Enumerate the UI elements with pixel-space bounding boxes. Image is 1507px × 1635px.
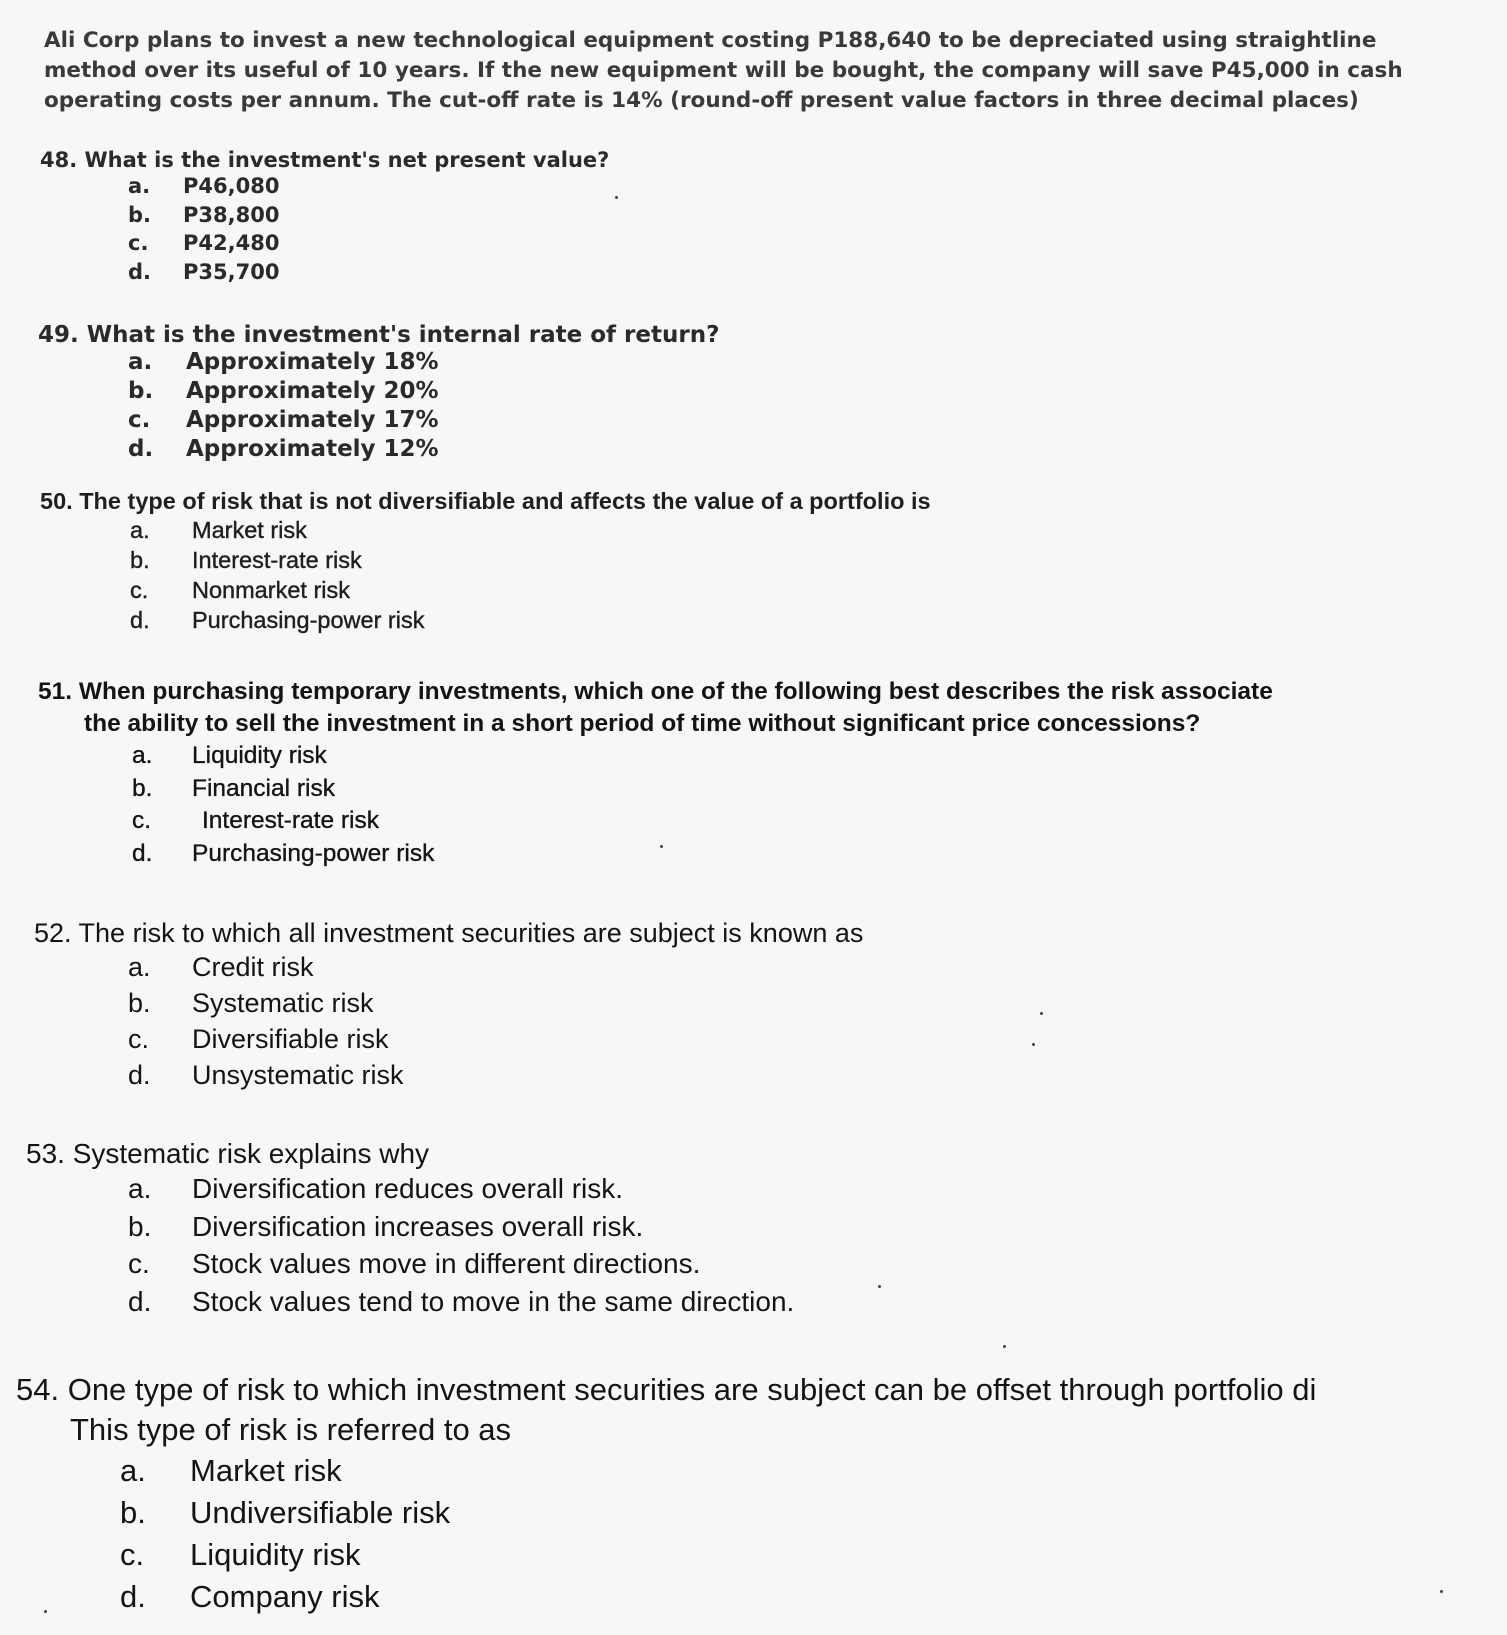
option-letter: d.	[130, 607, 150, 633]
option-b[interactable]	[0, 545, 1507, 575]
question-51	[0, 676, 1507, 870]
option-letter: c.	[128, 407, 151, 433]
option-b[interactable]	[0, 985, 1507, 1021]
option-d[interactable]	[0, 1057, 1507, 1093]
option-text: Liquidity risk	[190, 1537, 361, 1572]
options-list	[0, 172, 1507, 286]
option-letter: d.	[120, 1579, 146, 1614]
option-text: Approximately 18%	[186, 349, 439, 375]
option-d[interactable]	[0, 838, 1507, 871]
option-c[interactable]	[0, 229, 1507, 258]
option-letter: b.	[120, 1495, 146, 1530]
intro-line: operating costs per annum. The cut-off rate is 14% (round-off present value factors in three decimal places)	[44, 88, 1359, 113]
option-letter: b.	[128, 1210, 152, 1242]
options-list	[0, 348, 1507, 464]
option-text: Liquidity risk	[192, 742, 327, 769]
option-letter: c.	[132, 807, 152, 834]
option-d[interactable]	[0, 435, 1507, 464]
option-letter: c.	[128, 1248, 150, 1279]
option-letter: a.	[128, 349, 153, 375]
option-d[interactable]	[0, 605, 1507, 635]
option-letter: b.	[128, 378, 154, 404]
option-b[interactable]	[0, 1208, 1507, 1246]
option-letter: b.	[128, 988, 151, 1018]
paper-speck	[1440, 1590, 1443, 1593]
question-stem-line: the ability to sell the investment in a short period of time without significant price concessions?	[84, 710, 1201, 737]
option-text: P35,700	[183, 259, 280, 284]
option-b[interactable]	[0, 773, 1507, 806]
option-d[interactable]	[0, 258, 1507, 287]
paper-speck	[44, 1610, 47, 1613]
options-list	[0, 515, 1507, 635]
question-48	[0, 148, 1507, 286]
option-text: Undiversifiable risk	[190, 1495, 451, 1530]
paper-speck	[1003, 1345, 1006, 1348]
question-stem: 52. The risk to which all investment securities are subject is known as	[34, 918, 864, 948]
option-text: Approximately 20%	[186, 378, 439, 404]
paper-speck	[1040, 1012, 1043, 1015]
option-letter: d.	[128, 1060, 151, 1090]
option-text: Diversification increases overall risk.	[192, 1210, 644, 1242]
paper-speck	[1032, 1043, 1035, 1046]
question-stem	[0, 1370, 1507, 1450]
option-letter: d.	[128, 436, 154, 462]
option-text: Financial risk	[192, 774, 335, 802]
question-49	[0, 322, 1507, 464]
option-letter: c.	[130, 577, 149, 603]
option-text: P42,480	[183, 231, 280, 255]
option-letter: a.	[128, 174, 151, 198]
question-stem-line: This type of risk is referred to as	[70, 1412, 512, 1447]
option-text: Diversifiable risk	[192, 1024, 389, 1054]
option-text: Credit risk	[192, 952, 314, 982]
option-letter: d.	[128, 259, 152, 284]
question-54	[0, 1370, 1507, 1618]
option-b[interactable]	[0, 201, 1507, 230]
option-text: P38,800	[183, 202, 280, 227]
question-53	[0, 1138, 1507, 1320]
option-text: Market risk	[192, 517, 307, 543]
option-a[interactable]	[0, 172, 1507, 201]
option-c[interactable]	[0, 805, 1507, 838]
option-letter: c.	[120, 1537, 145, 1572]
question-50	[0, 488, 1507, 635]
option-text: Stock values tend to move in the same direction.	[192, 1285, 795, 1317]
option-a[interactable]	[0, 1170, 1507, 1208]
question-stem: 49. What is the investment's internal rate of return?	[38, 322, 720, 348]
option-text: Unsystematic risk	[192, 1060, 404, 1090]
option-a[interactable]	[0, 740, 1507, 773]
question-stem: 48. What is the investment's net present value?	[40, 148, 610, 172]
option-b[interactable]	[0, 377, 1507, 406]
question-stem-line: 51. When purchasing temporary investments, which one of the following best describes the risk associate	[38, 678, 1273, 705]
question-stem: 50. The type of risk that is not diversifiable and affects the value of a portfolio is	[40, 488, 931, 514]
option-letter: c.	[128, 1024, 150, 1054]
options-list	[0, 949, 1507, 1093]
option-c[interactable]	[0, 575, 1507, 605]
question-stem: 53. Systematic risk explains why	[26, 1138, 430, 1169]
option-letter: b.	[132, 774, 153, 802]
option-b[interactable]	[0, 1492, 1507, 1534]
option-text: Company risk	[190, 1579, 380, 1614]
option-a[interactable]	[0, 348, 1507, 377]
options-list	[0, 1450, 1507, 1618]
option-letter: a.	[130, 517, 150, 543]
option-c[interactable]	[0, 1245, 1507, 1283]
option-c[interactable]	[0, 1534, 1507, 1576]
option-letter: c.	[128, 231, 149, 255]
option-letter: d.	[132, 839, 153, 867]
option-letter: a.	[128, 1173, 152, 1204]
option-d[interactable]	[0, 1576, 1507, 1618]
option-letter: b.	[128, 202, 152, 227]
question-stem	[0, 676, 1507, 740]
option-c[interactable]	[0, 1021, 1507, 1057]
option-text: Approximately 12%	[186, 436, 439, 462]
option-text: Purchasing-power risk	[192, 839, 435, 867]
option-letter: a.	[128, 952, 151, 982]
option-text: Nonmarket risk	[192, 577, 351, 603]
option-text: Approximately 17%	[186, 407, 439, 433]
option-text: P46,080	[183, 174, 280, 198]
option-a[interactable]	[0, 949, 1507, 985]
problem-intro	[44, 26, 1444, 116]
option-letter: d.	[128, 1285, 152, 1317]
paper-speck	[615, 196, 618, 199]
option-c[interactable]	[0, 406, 1507, 435]
option-text: Interest-rate risk	[202, 807, 379, 834]
question-52	[0, 918, 1507, 1093]
options-list	[0, 1170, 1507, 1320]
option-a[interactable]	[0, 1450, 1507, 1492]
question-stem-line: 54. One type of risk to which investment securities are subject can be offset through portfolio di	[16, 1372, 1317, 1407]
option-d[interactable]	[0, 1283, 1507, 1321]
option-text: Purchasing-power risk	[192, 607, 425, 633]
option-text: Systematic risk	[192, 988, 374, 1018]
option-letter: a.	[120, 1453, 146, 1488]
option-text: Interest-rate risk	[192, 547, 362, 573]
option-letter: a.	[132, 742, 153, 769]
option-text: Diversification reduces overall risk.	[192, 1173, 624, 1204]
options-list	[0, 740, 1507, 870]
option-text: Stock values move in different directions.	[192, 1248, 701, 1279]
option-a[interactable]	[0, 515, 1507, 545]
intro-line: Ali Corp plans to invest a new technological equipment costing P188,640 to be depreciated using straightline	[44, 28, 1377, 53]
paper-speck	[878, 1285, 881, 1288]
intro-line: method over its useful of 10 years. If the new equipment will be bought, the company will save P45,000 in cash	[44, 58, 1403, 83]
option-letter: b.	[130, 547, 150, 573]
paper-speck	[660, 845, 663, 848]
option-text: Market risk	[190, 1453, 342, 1488]
